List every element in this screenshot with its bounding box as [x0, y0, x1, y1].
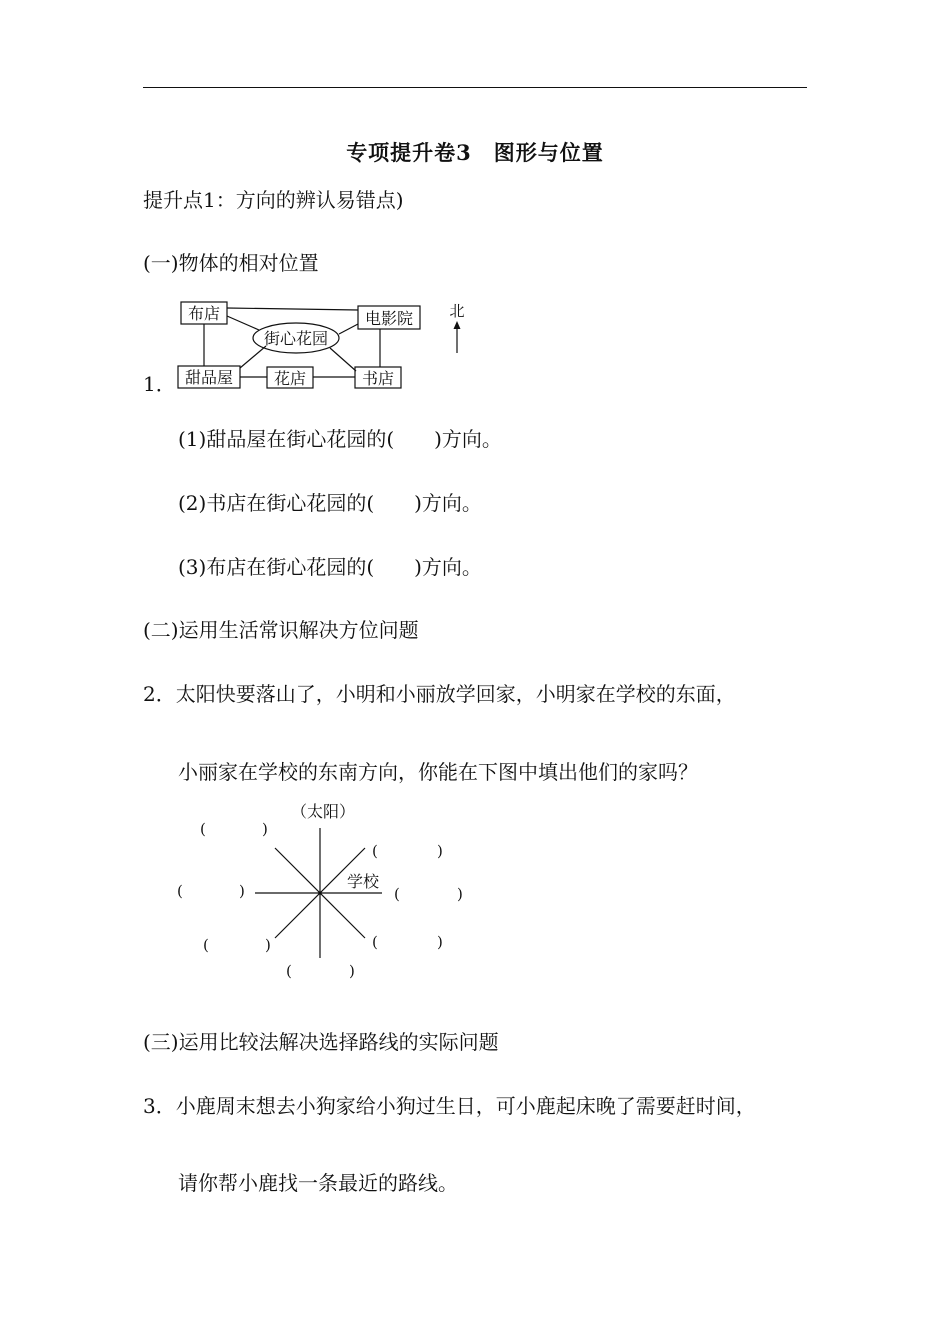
paren-w-close: ): [239, 882, 245, 900]
label-school: 学校: [346, 872, 380, 891]
question-2-line-1: 2．太阳快要落山了，小明和小丽放学回家，小明家在学校的东面，: [143, 682, 736, 706]
header-rule: [143, 87, 807, 88]
question-1-number: 1．: [143, 372, 176, 396]
paren-sw-open: (: [203, 936, 209, 954]
q1-item-1: (1)甜品屋在街心花园的( )方向。: [178, 427, 502, 451]
paren-nw-open: (: [200, 820, 206, 838]
school-center-dot: [318, 891, 322, 895]
q2-compass-diagram: [160, 795, 490, 990]
q1-item-3: (3)布店在街心花园的( )方向。: [178, 555, 482, 579]
paren-e-open: (: [394, 885, 400, 903]
subsection-3-heading: (三)运用比较法解决选择路线的实际问题: [143, 1030, 499, 1054]
paren-w-open: (: [177, 882, 183, 900]
question-2-line-2: 小丽家在学校的东南方向，你能在下图中填出他们的家吗？: [178, 760, 698, 784]
subsection-1-heading: (一)物体的相对位置: [143, 251, 319, 275]
label-dianyingyuan: 电影院: [364, 309, 414, 328]
question-3-line-1: 3．小鹿周末想去小狗家给小狗过生日，可小鹿起床晚了需要赶时间，: [143, 1094, 756, 1118]
paren-s-close: ): [349, 962, 355, 980]
section-heading: 提升点1：方向的辨认易错点): [143, 188, 404, 212]
question-3-line-2: 请你帮小鹿找一条最近的路线。: [178, 1171, 458, 1195]
label-tianpinwu: 甜品屋: [184, 368, 234, 387]
label-shudian: 书店: [361, 369, 395, 388]
q1-item-2: (2)书店在街心花园的( )方向。: [178, 491, 482, 515]
paren-ne-open: (: [372, 842, 378, 860]
q1-location-map: [170, 296, 480, 396]
label-sun: （太阳）: [290, 802, 356, 821]
paren-nw-close: ): [262, 820, 268, 838]
north-arrow-icon: [454, 321, 461, 329]
paren-s-open: (: [286, 962, 292, 980]
paren-sw-close: ): [265, 936, 271, 954]
label-huadian: 花店: [273, 369, 307, 388]
paren-ne-close: ): [437, 842, 443, 860]
label-north: 北: [449, 302, 465, 320]
label-buzhan: 布店: [187, 304, 221, 323]
paren-se-close: ): [437, 933, 443, 951]
label-garden: 街心花园: [263, 329, 329, 348]
paren-e-close: ): [457, 885, 463, 903]
paren-se-open: (: [372, 933, 378, 951]
subsection-2-heading: (二)运用生活常识解决方位问题: [143, 618, 419, 642]
page-title: 专项提升卷3 图形与位置: [346, 140, 604, 165]
